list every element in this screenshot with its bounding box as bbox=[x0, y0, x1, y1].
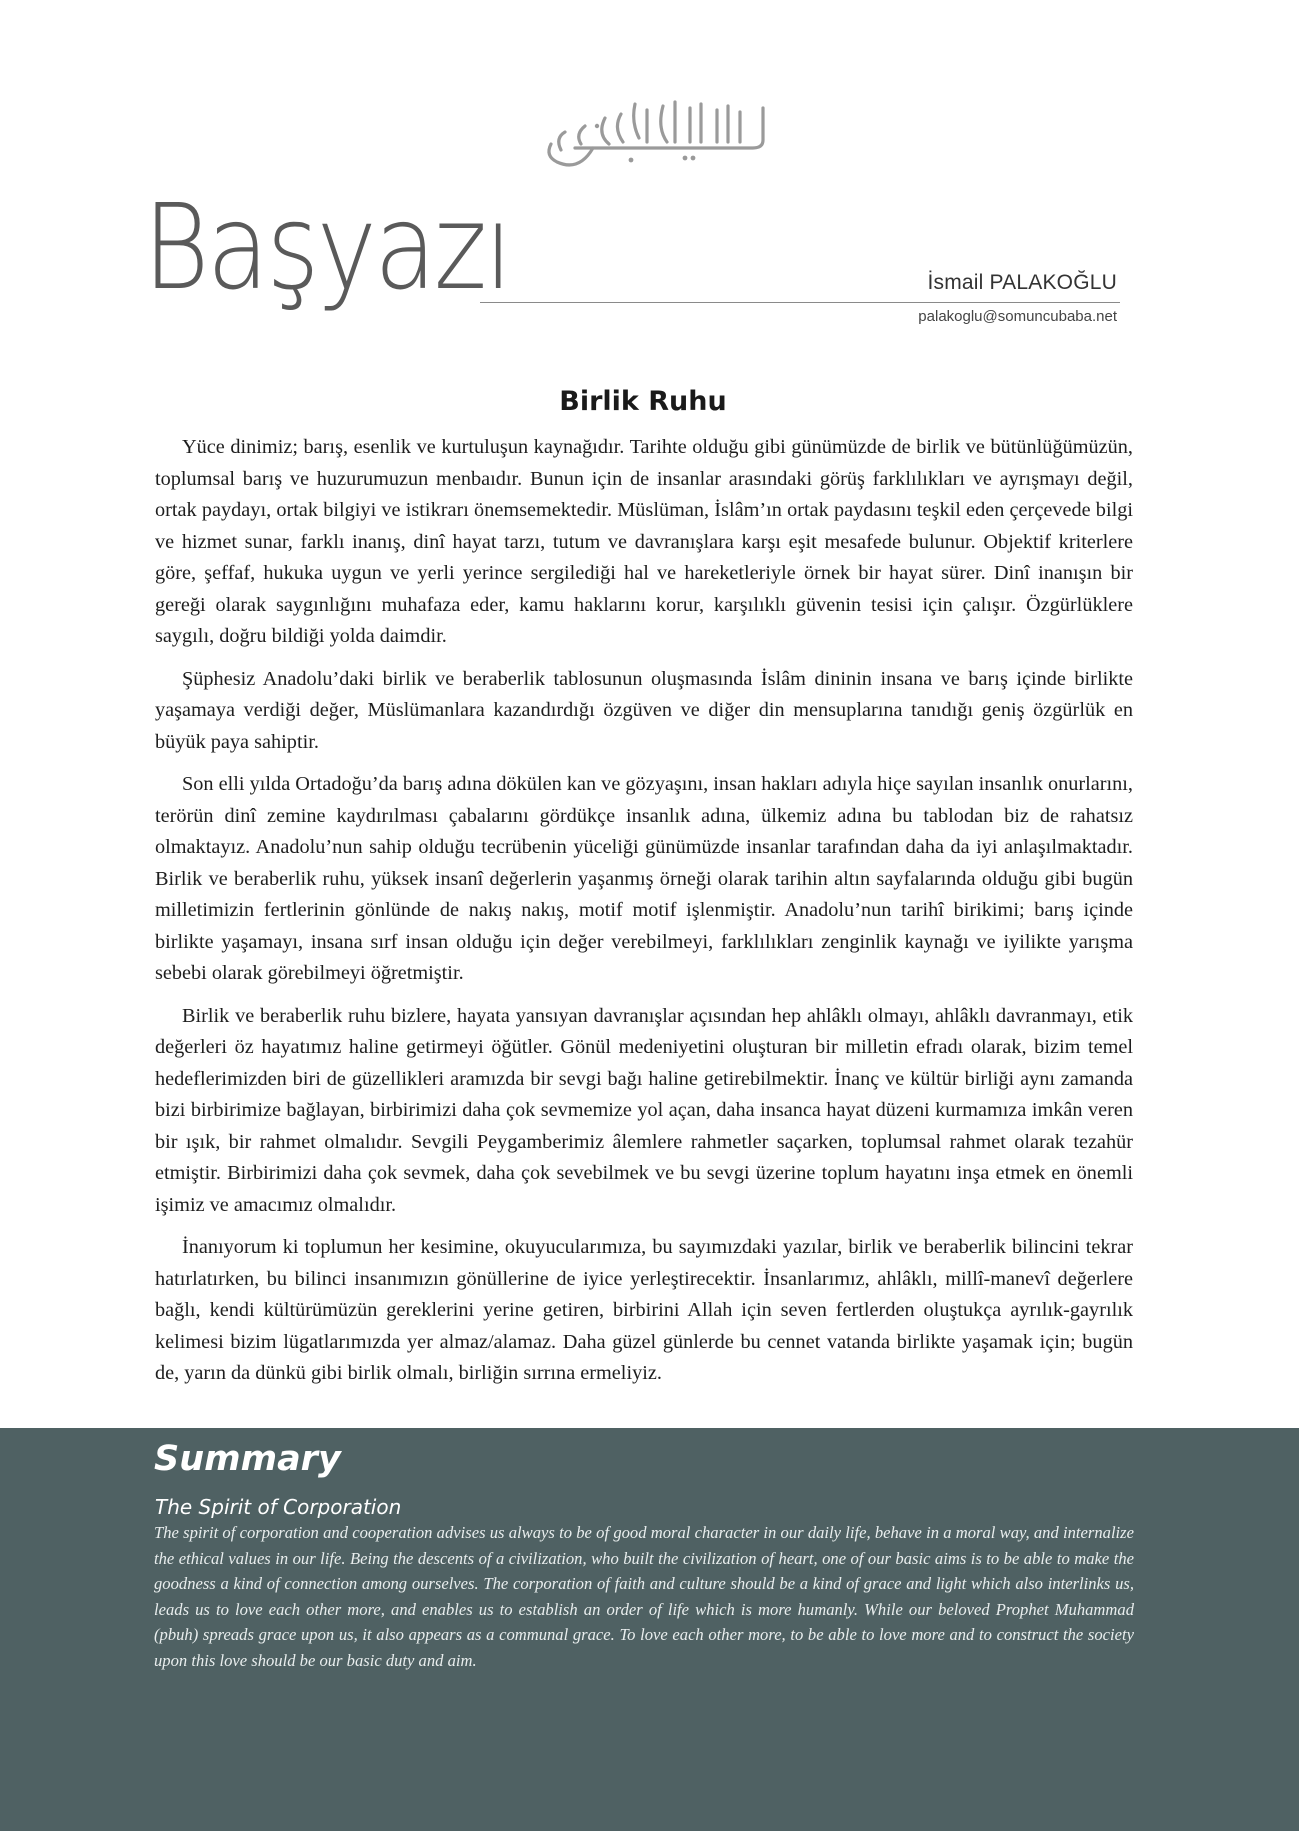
article-paragraph: Birlik ve beraberlik ruhu bizlere, hayata yansıyan davranışlar açısından hep ahlâklı olmayı, ahlâklı davranmayı, etik değerleri öz hayatımız haline getirmeyi öğütler. Gönül medeniyetini oluşturan bir milletin efradı olarak, bizim temel hedeflerimizden biri de güzellikleri aramızda bir sevgi bağı haline getirebilmektir. İnanç ve kültür birliği aynı zamanda bizi birbirimize bağlayan, birbirimizi daha çok sevmemize yol açan, daha insanca hayat düzeni kurmamıza imkân veren bir ışık, bir rahmet olmalıdır. Sevgili Peygamberimiz âlemlere rahmetler saçarken, toplumsal rahmet olarak tezahür etmiştir. Birbirimizi daha çok sevmek, daha çok sevebilmek ve bu sevgi üzerine toplum hayatını inşa etmek en önemli işimiz ve amacımız olmalıdır. bbox=[155, 1004, 1133, 1216]
summary-subtitle: The Spirit of Corporation bbox=[155, 1495, 402, 1519]
summary-body: The spirit of corporation and cooperation advises us always to be of good moral character in our daily life, behave in a moral way, and internalize the ethical values in our life. Being the descents of a civilization, who built the civilization of heart, one of our basic aims is to be able to make the goodness a kind of connection among ourselves. The corporation of faith and culture should be a kind of grace and light which also interlinks us, leads us to love each other more, and enables us to establish an order of life which is more humanly. While our beloved Prophet Muhammad (pbuh) spreads grace upon us, it also appears as a communal grace. To love each other more, to be able to love more and to construct the society upon this love should be our basic duty and aim. bbox=[154, 1523, 1134, 1670]
section-title: Başyazı bbox=[143, 178, 511, 316]
article-paragraph: Son elli yılda Ortadoğu’da barış adına dökülen kan ve gözyaşını, insan hakları adıyla hiçe sayılan insanlık onurlarını, terörün dinî zemine kaydırılması çabalarını gördükçe insanlık adına, ülkemiz adına bu tablodan biz de rahatsız olmaktayız. Anadolu’nun sahip olduğu tecrübenin yüceliği günümüzde insanlar tarafından daha da iyi anlaşılmaktadır. Birlik ve beraberlik ruhu, yüksek insanî değerlerin yaşanmış örneği olarak tarihin altın sayfalarında olduğu gibi bugün milletimizin fertlerinin gönlünde de nakış nakış, motif motif işlenmiştir. Anadolu’nun tarihî birikimi; barış içinde birlikte yaşamayı, insana sırf insan olduğu için değer verebilmeyi, farklılıkları zenginlik kaynağı ve iyilikte yarışma sebebi olarak görebilmeyi öğretmiştir. bbox=[155, 773, 1133, 984]
article-title: Birlik Ruhu bbox=[559, 386, 727, 417]
author-email: palakoglu@somuncubaba.net bbox=[918, 308, 1117, 325]
article-paragraph: İnanıyorum ki toplumun her kesimine, okuyucularımıza, bu sayımızdaki yazılar, birlik ve beraberlik bilincini tekrar hatırlatırken, bu bilinci insanımızın gönüllerine de iyice yerleştirecektir. İnsanlarımız, ahlâklı, millî-manevî değerlere bağlı, kendi kültürümüzün gereklerini yerine getiren, birbirini Allah için seven fertlerden oluştukça ayrılık-gayrılık kelimesi bizim lügatlarımızda yer almaz/alamaz. Daha güzel günlerde bu cennet vatanda birlikte yaşamak için; bugün de, yarın da dünkü gibi birlik olmalı, birliğin sırrına ermeliyiz. bbox=[155, 1236, 1133, 1384]
article-body bbox=[155, 432, 1133, 1401]
article-paragraph: Şüphesiz Anadolu’daki birlik ve beraberlik tablosunun oluşmasında İslâm dininin insana ve barış içinde birlikte yaşamaya verdiği değer, Müslümanlara kazandırdığı özgüven ve diğer din mensuplarına tanıdığı geniş özgürlük en büyük paya sahiptir. bbox=[155, 667, 1133, 753]
author-name: İsmail PALAKOĞLU bbox=[927, 271, 1117, 294]
article-paragraph: Yüce dinimiz; barış, esenlik ve kurtuluşun kaynağıdır. Tarihte olduğu gibi günümüzde de birlik ve bütünlüğümüzün, toplumsal barış ve huzurumuzun menbaıdır. Bunun için de insanlar arasındaki görüş farklılıkları ve ayrışmayı değil, ortak paydayı, ortak bilgiyi ve istikrarı önemsemektedir. Müslüman, İslâm’ın ortak paydasını teşkil eden çerçevede bilgi ve hizmet sunar, farklı inanış, dinî hayat tarzı, tutum ve davranışlara karşı eşit mesafede bulunur. Objektif kriterlere göre, şeffaf, hukuka uygun ve yerli yerince sergilediği hal ve hareketleriyle örnek bir hayat sürer. Dinî inanışın bir gereği olarak saygınlığını muhafaza eder, kamu haklarını korur, karşılıklı güvenin tesisi için çalışır. Özgürlüklere saygılı, doğru bildiği yolda daimdir. bbox=[155, 436, 1133, 647]
summary-heading: Summary bbox=[154, 1439, 341, 1479]
header-divider bbox=[480, 302, 1120, 303]
basmala-calligraphy-icon bbox=[535, 98, 775, 178]
